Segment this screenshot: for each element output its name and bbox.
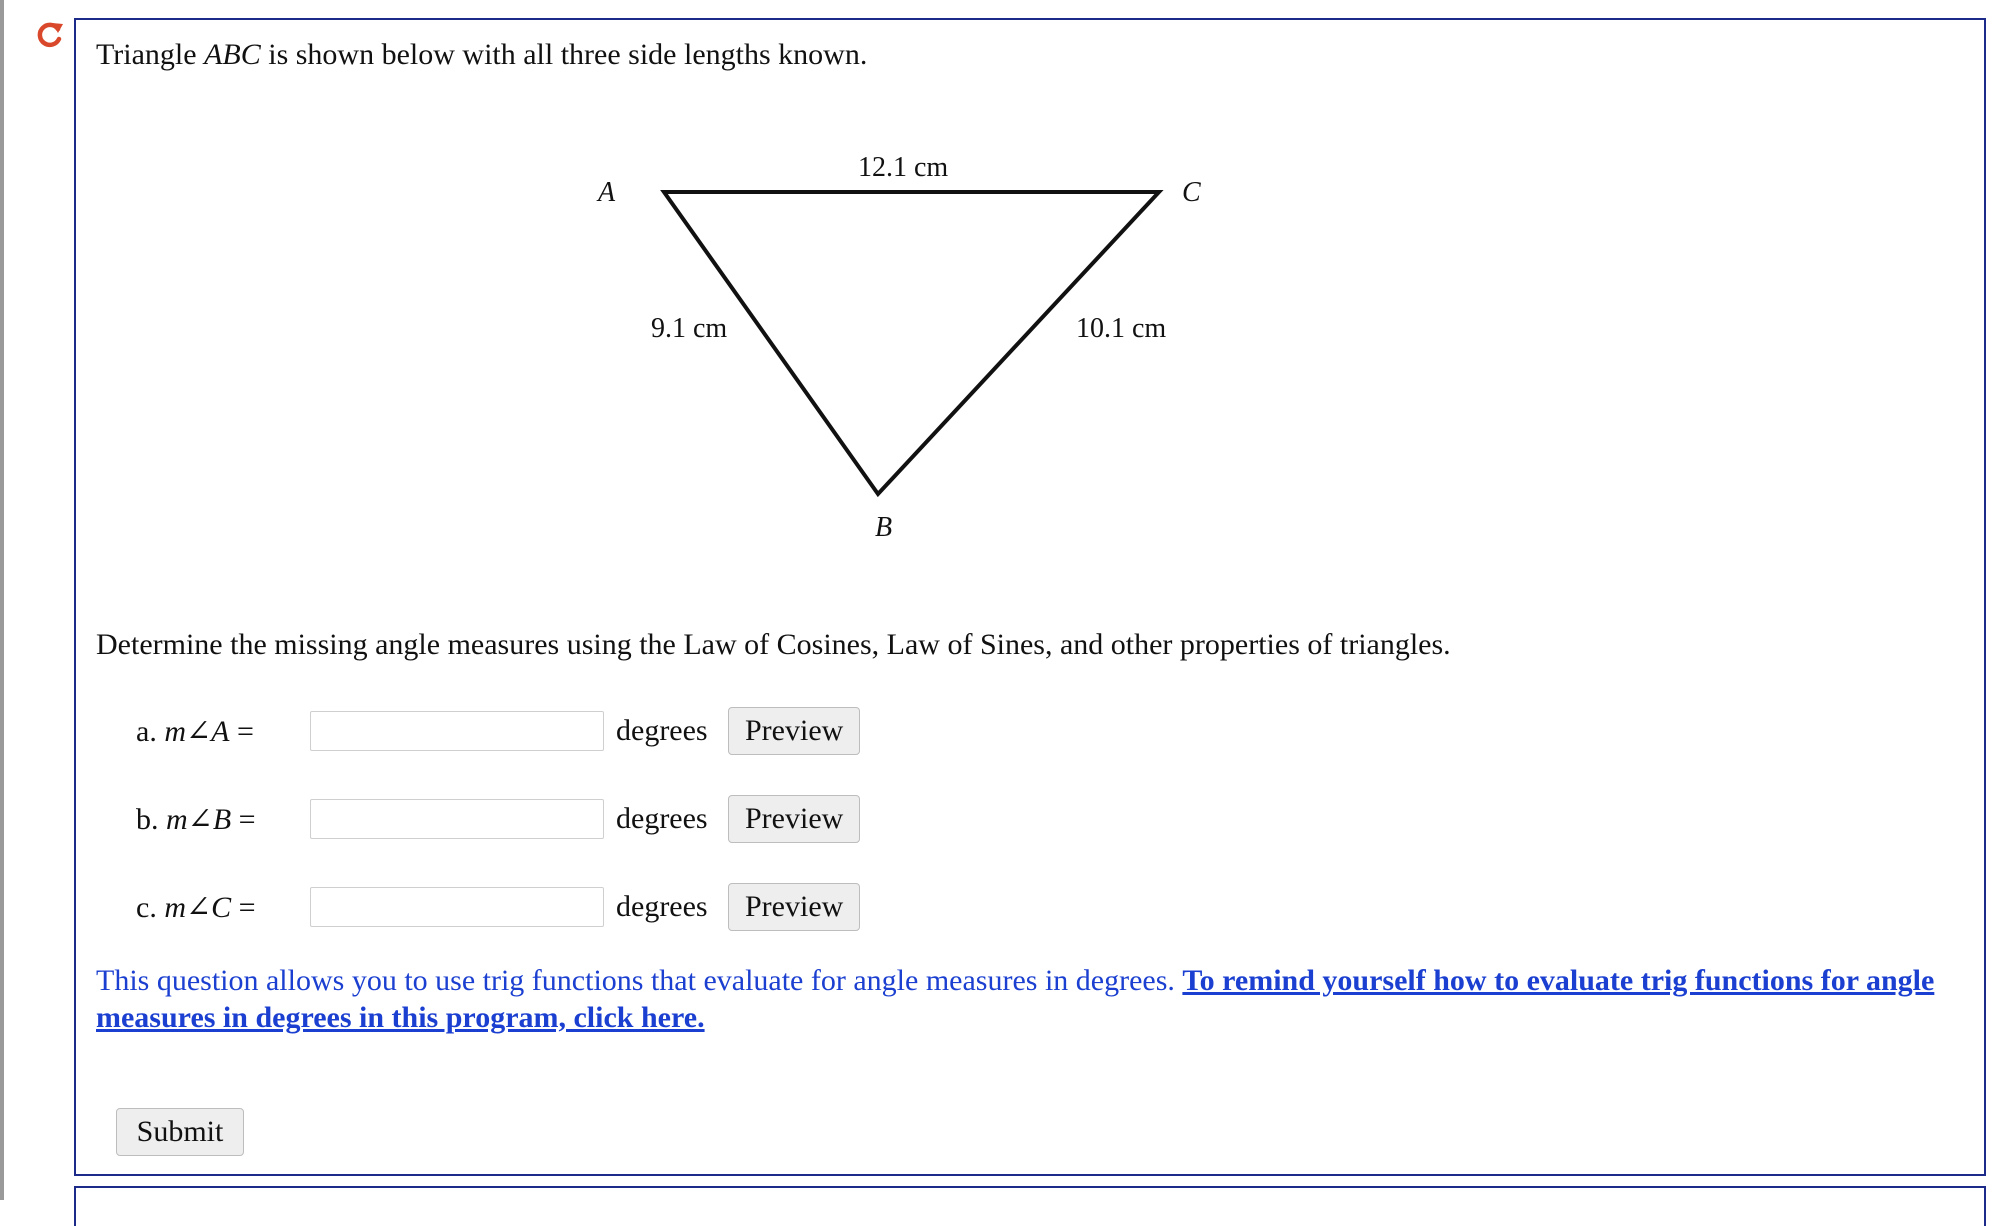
side-ac-label: 12.1 cm xyxy=(858,152,949,183)
angle-a-input[interactable] xyxy=(310,711,604,751)
unit-label: degrees xyxy=(616,890,708,923)
preview-button-a[interactable]: Preview xyxy=(728,707,860,755)
answer-label-b: b. m∠B = xyxy=(136,802,256,836)
side-ab-label: 9.1 cm xyxy=(651,313,728,344)
question-intro: Triangle ABC is shown below with all three side lengths known. xyxy=(96,38,868,71)
trig-note: This question allows you to use trig functions that evaluate for angle measures in degrees. To remind yourself how to evaluate trig functions for angle measures in degrees in this program, click here. xyxy=(96,964,1935,1034)
vertex-c-label: C xyxy=(1182,177,1201,208)
vertex-b-label: B xyxy=(875,512,893,543)
angle-c-input[interactable] xyxy=(310,887,604,927)
answer-row-a xyxy=(136,706,860,756)
preview-button-c[interactable]: Preview xyxy=(728,883,860,931)
triangle-figure xyxy=(0,0,2004,600)
unit-label: degrees xyxy=(616,802,708,835)
trig-help-link[interactable]: To remind yourself how to evaluate trig functions for angle measures in degrees in this program, click here. xyxy=(96,964,1935,1034)
answer-row-b xyxy=(136,794,860,844)
answer-label-a: a. m∠A = xyxy=(136,714,254,748)
vertex-a-label: A xyxy=(598,177,616,208)
answer-row-c xyxy=(136,882,860,932)
answer-label-c: c. m∠C = xyxy=(136,890,256,924)
instructions: Determine the missing angle measures using the Law of Cosines, Law of Sines, and other properties of triangles. xyxy=(96,628,1451,661)
angle-b-input[interactable] xyxy=(310,799,604,839)
preview-button-b[interactable]: Preview xyxy=(728,795,860,843)
side-bc-label: 10.1 cm xyxy=(1076,313,1167,344)
next-question-panel xyxy=(74,1186,1986,1226)
submit-button[interactable]: Submit xyxy=(116,1108,244,1156)
triangle-name: ABC xyxy=(204,38,261,71)
unit-label: degrees xyxy=(616,714,708,747)
